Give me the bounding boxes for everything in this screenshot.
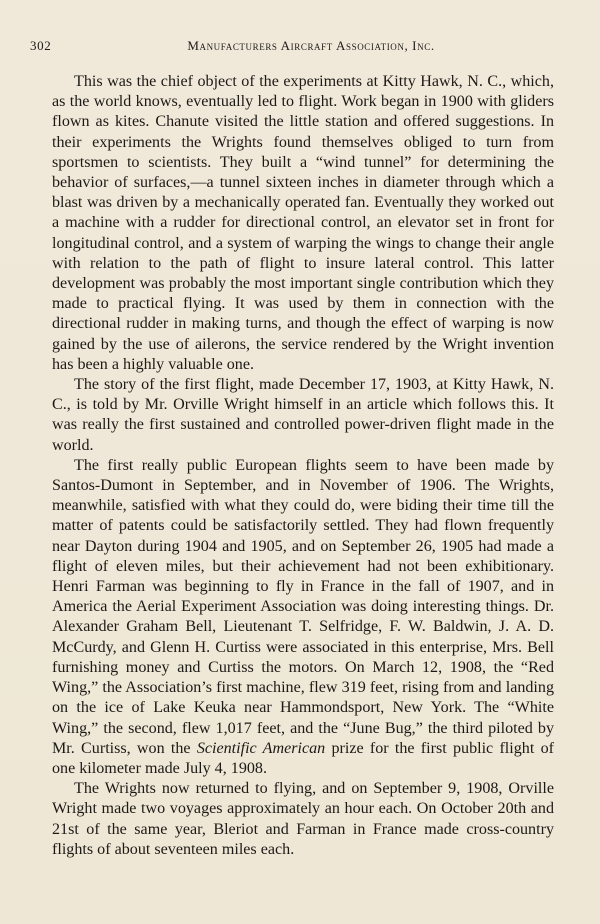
body-text	[52, 72, 554, 860]
paragraph-2: The story of the first flight, made December 17, 1903, at Kitty Hawk, N. C., is told by Mr. Orville Wright himself in an article which follows this. It was really the first sustained and controlled power-driven flight made in the world.	[52, 376, 554, 454]
running-head: Manufacturers Aircraft Association, Inc.	[187, 38, 435, 53]
paragraph-3	[52, 456, 554, 779]
paragraph-4: The Wrights now returned to flying, and on September 9, 1908, Orville Wright made two voyages approximately an hour each. On October 20th and 21st of the same year, Bleriot and Farman in France made cross-country flights of about seventeen miles each.	[52, 780, 554, 858]
paragraph-3-text-b: prize for the first public flight of one kilometer made July 4, 1908.	[52, 739, 554, 777]
paragraph-3-italic-title: Scientific American	[196, 739, 326, 757]
page-header	[30, 38, 570, 58]
paragraph-3-text-a: The first really public European flights seem to have been made by Santos-Dumont in September, and in November of 1906. The Wrights, meanwhile, satisfied with what they could do, were biding their time till the matter of patents could be satisfactorily settled. They had flown frequently near Dayton during 1904 and 1905, and on September 26, 1905 had made a flight of eleven miles, but their achievement had not been exhibitionary. Henri Farman was beginning to fly in France in the fall of 1907, and in America the Aerial Experiment Association was doing interesting things. Dr. Alexander Graham Bell, Lieutenant T. Selfridge, F. W. Baldwin, J. A. D. McCurdy, and Glenn H. Curtiss were associated in this enterprise, Mrs. Bell furnishing money and Curtiss the motors. On March 12, 1908, the “Red Wing,” the Association’s first machine, flew 319 feet, rising from and landing on the ice of Lake Keuka near Hammondsport, New York. The “White Wing,” the second, flew 1,017 feet, and the “June Bug,” the third piloted by Mr. Curtiss, won the	[52, 456, 554, 757]
paragraph-1: This was the chief object of the experiments at Kitty Hawk, N. C., which, as the world knows, eventually led to flight. Work began in 1900 with gliders flown as kites. Chanute visited the little station and offered suggestions. In their experiments the Wrights found themselves obliged to turn from sportsmen to scientists. They built a “wind tunnel” for determining the behavior of surfaces,—a tunnel sixteen inches in diameter through which a blast was driven by a mechanically operated fan. Eventually they worked out a machine with a rudder for directional control, an elevator set in front for longitudinal control, and a system of warping the wings to change their angle with relation to the path of flight to insure lateral control. This latter development was probably the most important single contribution which they made to practical flying. It was used by them in connection with the directional rudder in making turns, and though the effect of warping is now gained by the use of ailerons, the service rendered by the Wright invention has been a highly valuable one.	[52, 73, 554, 373]
page-number: 302	[30, 38, 52, 53]
